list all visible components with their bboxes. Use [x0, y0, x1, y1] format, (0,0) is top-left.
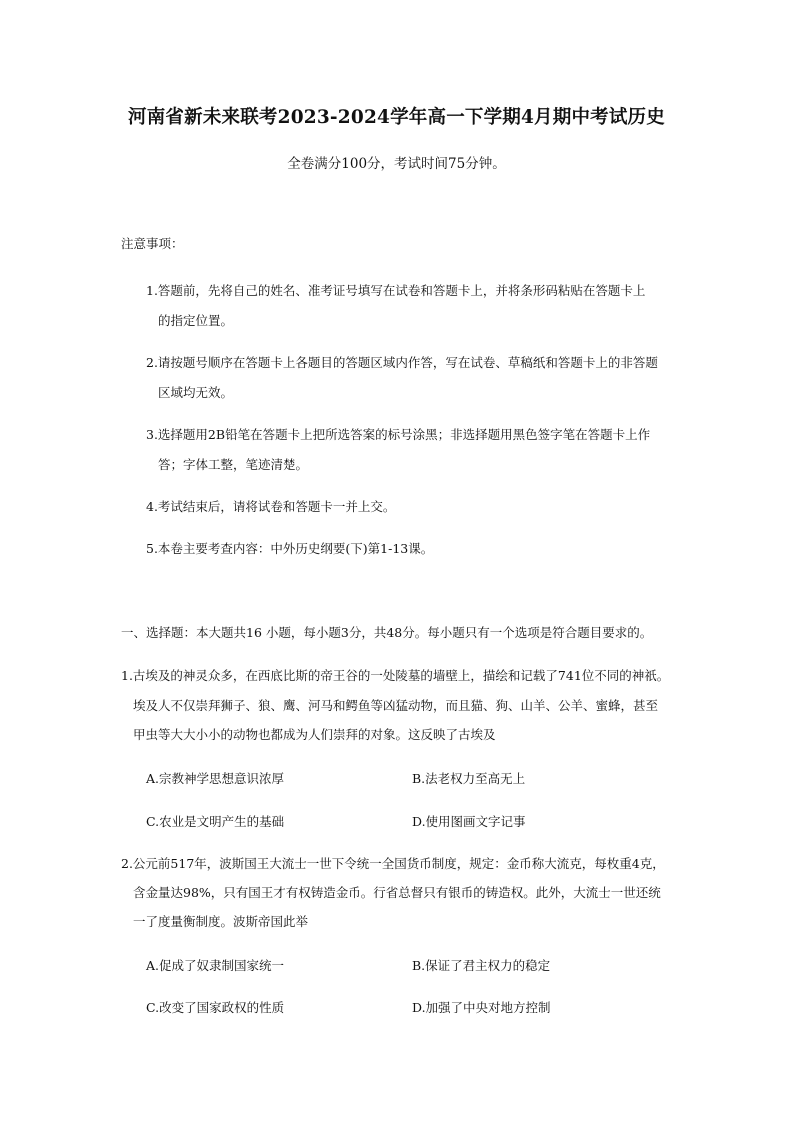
question-2-stem: 含金量达98%，只有国王才有权铸造金币。行省总督只有银币的铸造权。此外，大流士一世还统	[133, 885, 661, 900]
question-1-stem: 埃及人不仅崇拜狮子、狼、鹰、河马和鳄鱼等凶猛动物，而且猫、狗、山羊、公羊、蜜蜂，甚至	[133, 698, 659, 713]
question-2-option-a: A.促成了奴隶制国家统一	[146, 958, 285, 973]
question-1-stem: 1.古埃及的神灵众多，在西底比斯的帝王谷的一处陵墓的墙壁上，描绘和记载了741位不同的神祇。	[121, 668, 670, 683]
question-1-option-d: D.使用图画文字记事	[412, 814, 526, 829]
question-2-option-b: B.保证了君主权力的稳定	[412, 958, 551, 973]
question-1-option-c: C.农业是文明产生的基础	[146, 814, 285, 829]
question-2-stem: 一了度量衡制度。波斯帝国此举	[133, 914, 309, 929]
page-title: 河南省新未来联考2023-2024学年高一下学期4月期中考试历史	[128, 107, 665, 128]
notice-item: 5.本卷主要考查内容：中外历史纲要(下)第1-13课。	[146, 541, 434, 556]
question-1-option-a: A.宗教神学思想意识浓厚	[146, 771, 285, 786]
question-1-stem: 甲虫等大大小小的动物也都成为人们崇拜的对象。这反映了古埃及	[133, 727, 496, 742]
notice-item: 1.答题前，先将自己的姓名、准考证号填写在试卷和答题卡上，并将条形码粘贴在答题卡上	[146, 283, 646, 298]
question-2-stem: 2.公元前517年，波斯国王大流士一世下令统一全国货币制度，规定：金币称大流克，每枚重4克，	[121, 856, 665, 871]
exam-info: 全卷满分100分，考试时间75分钟。	[287, 156, 506, 172]
notice-item-continuation: 区域均无效。	[158, 385, 234, 400]
question-2-option-c: C.改变了国家政权的性质	[146, 1000, 285, 1015]
notice-item: 4.考试结束后，请将试卷和答题卡一并上交。	[146, 499, 396, 514]
question-2-option-d: D.加强了中央对地方控制	[412, 1000, 551, 1015]
notice-item: 2.请按题号顺序在答题卡上各题目的答题区域内作答，写在试卷、草稿纸和答题卡上的非答题	[146, 355, 658, 370]
section-heading: 一、选择题：本大题共16 小题，每小题3分，共48分。每小题只有一个选项是符合题目要求的。	[121, 625, 653, 640]
notice-heading: 注意事项：	[121, 236, 184, 251]
question-1-option-b: B.法老权力至高无上	[412, 771, 526, 786]
notice-item: 3.选择题用2B铅笔在答题卡上把所选答案的标号涂黑；非选择题用黑色签字笔在答题卡上作	[146, 427, 651, 442]
notice-item-continuation: 答；字体工整，笔迹清楚。	[158, 457, 309, 472]
notice-item-continuation: 的指定位置。	[158, 313, 234, 328]
